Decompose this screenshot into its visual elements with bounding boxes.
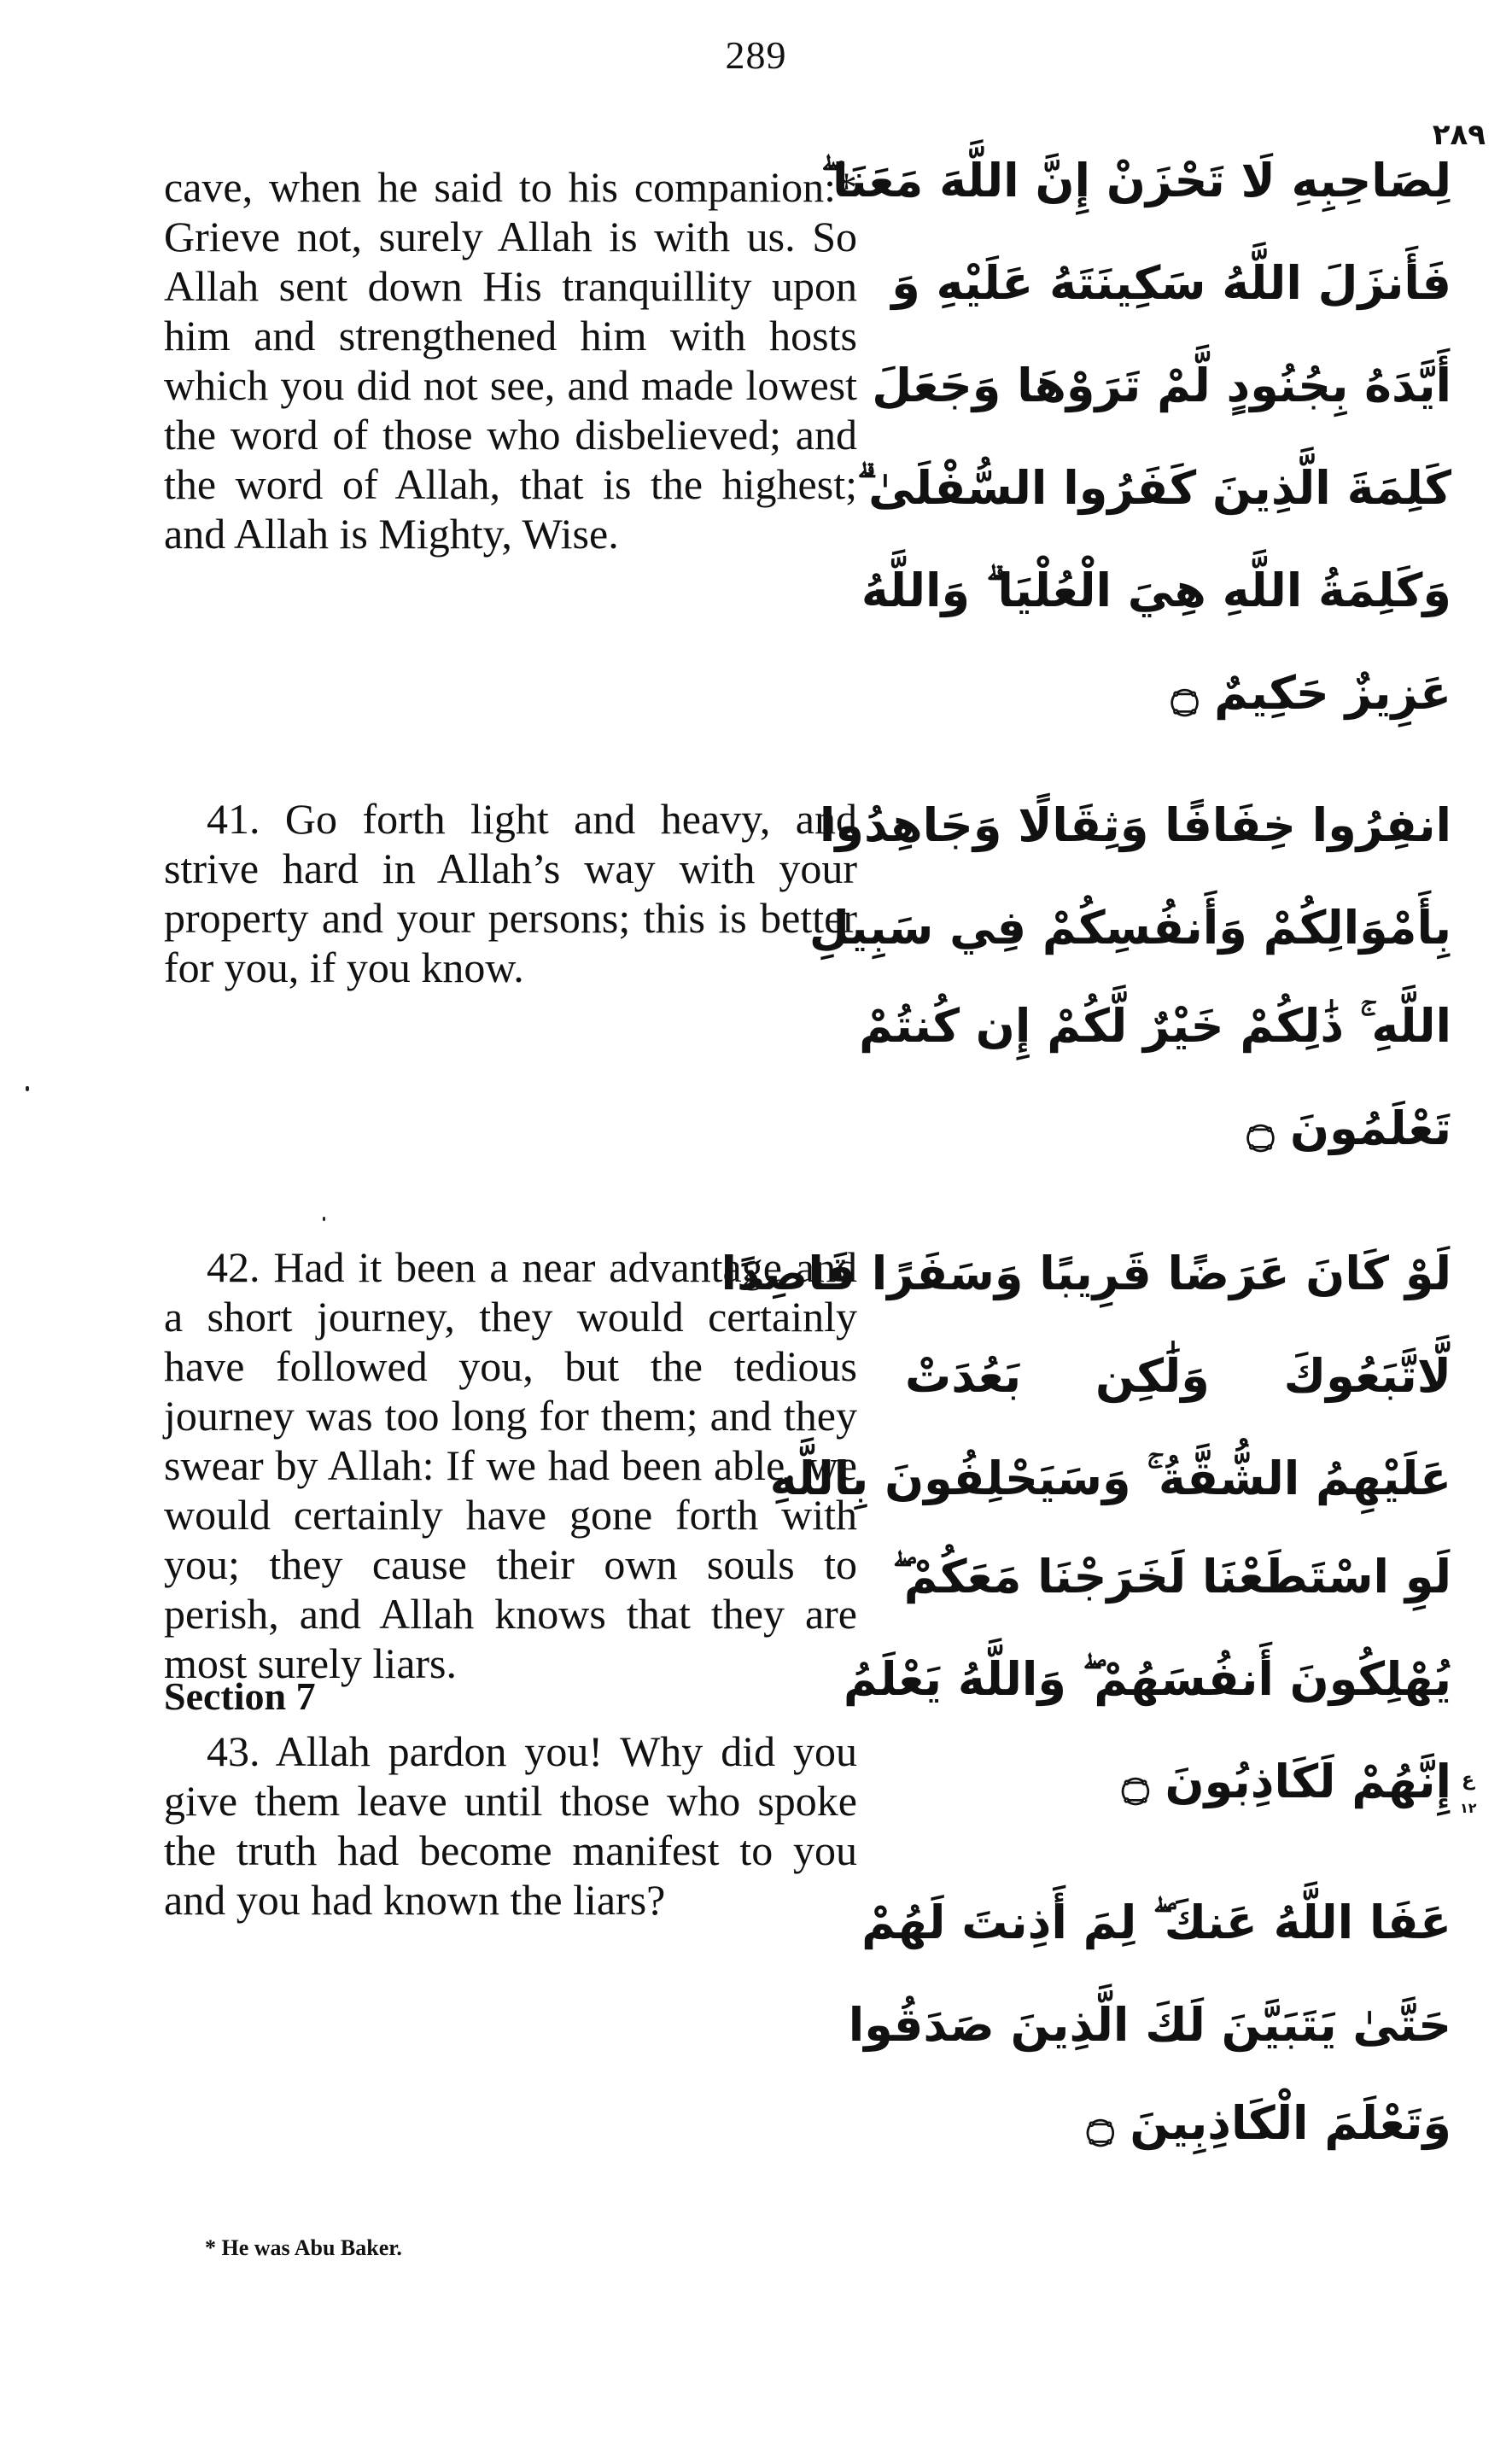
arabic-line: لَّاتَّبَعُوكَ وَلَٰكِن بَعُدَتْ xyxy=(905,1349,1451,1403)
ruku-number: ١٢ xyxy=(1460,1800,1477,1816)
arabic-line: حَتَّىٰ يَتَبَيَّنَ لَكَ الَّذِينَ صَدَقُوا xyxy=(848,1998,1451,2052)
arabic-line: اللَّهِ ۚ ذَٰلِكُمْ خَيْرٌ لَّكُمْ إِن كُنتُمْ xyxy=(859,999,1451,1053)
arabic-line: يُهْلِكُونَ أَنفُسَهُمْ ۖ وَاللَّهُ يَعْلَمُ xyxy=(843,1652,1451,1706)
arabic-line: تَعْلَمُونَ ۝ xyxy=(1246,1101,1451,1155)
verse-42-translation: 42. Had it been a near advantage and a short journey, they would certainly have followed you, but the tedious journey was too long for them; and they swear by Allah: If we had been able, we would certainly have gone forth with you; they cause their own souls to perish, and Allah knows that they are most surely liars. xyxy=(164,1243,857,1687)
footnote: * He was Abu Baker. xyxy=(205,2235,402,2260)
arabic-line: بِأَمْوَالِكُمْ وَأَنفُسِكُمْ فِي سَبِيلِ xyxy=(809,901,1451,955)
arabic-line: أَيَّدَهُ بِجُنُودٍ لَّمْ تَرَوْهَا وَجَعَلَ xyxy=(872,359,1451,412)
arabic-line: عَزِيزٌ حَكِيمٌ ۝ xyxy=(1170,666,1451,720)
print-speck xyxy=(26,1086,29,1091)
arabic-line: لَوْ كَانَ عَرَضًا قَرِيبًا وَسَفَرًا قَاصِدًا xyxy=(721,1247,1451,1300)
arabic-line: لِصَاحِبِهِ لَا تَحْزَنْ إِنَّ اللَّهَ مَعَنَا ۖ xyxy=(820,154,1451,207)
arabic-line: لَوِ اسْتَطَعْنَا لَخَرَجْنَا مَعَكُمْ ۖ xyxy=(892,1550,1451,1604)
arabic-line: وَكَلِمَةُ اللَّهِ هِيَ الْعُلْيَا ۗ وَاللَّهُ xyxy=(861,564,1451,617)
print-speck xyxy=(323,1217,325,1221)
page-number: 289 xyxy=(725,33,787,77)
arabic-line: انفِرُوا خِفَافًا وَثِقَالًا وَجَاهِدُوا xyxy=(819,798,1451,852)
verse-41-translation: 41. Go forth light and heavy, and strive hard in Allah’s way with your property and your persons; this is better for you, if you know. xyxy=(164,795,857,991)
arabic-line: عَلَيْهِمُ الشُّقَّةُ ۚ وَسَيَحْلِفُونَ بِاللَّهِ xyxy=(769,1452,1451,1505)
arabic-page-number: ٢٨٩ xyxy=(1432,118,1486,152)
arabic-line: فَأَنزَلَ اللَّهُ سَكِينَتَهُ عَلَيْهِ وَ xyxy=(891,256,1451,310)
section-heading: Section 7 xyxy=(164,1674,316,1718)
ruku-mark: ع xyxy=(1462,1769,1475,1791)
arabic-line: وَتَعْلَمَ الْكَاذِبِينَ ۝ xyxy=(1086,2096,1451,2150)
arabic-line: إِنَّهُمْ لَكَاذِبُونَ ۝ xyxy=(1122,1755,1451,1808)
verse-43-translation: 43. Allah pardon you! Why did you give them leave until those who spoke the truth had become manifest to you and you had known the liars? xyxy=(164,1727,857,1924)
verse-40-continuation: cave, when he said to his companion:* Grieve not, surely Allah is with us. So Allah sent down His tranquillity upon him and strengthened him with hosts which you did not see, and made lowest the word of those who disbelieved; and the word of Allah, that is the highest; and Allah is Mighty, Wise. xyxy=(164,163,857,558)
arabic-line: عَفَا اللَّهُ عَنكَ ۖ لِمَ أَذِنتَ لَهُمْ xyxy=(861,1896,1451,1949)
arabic-line: كَلِمَةَ الَّذِينَ كَفَرُوا السُّفْلَىٰ ۗ xyxy=(856,461,1451,515)
